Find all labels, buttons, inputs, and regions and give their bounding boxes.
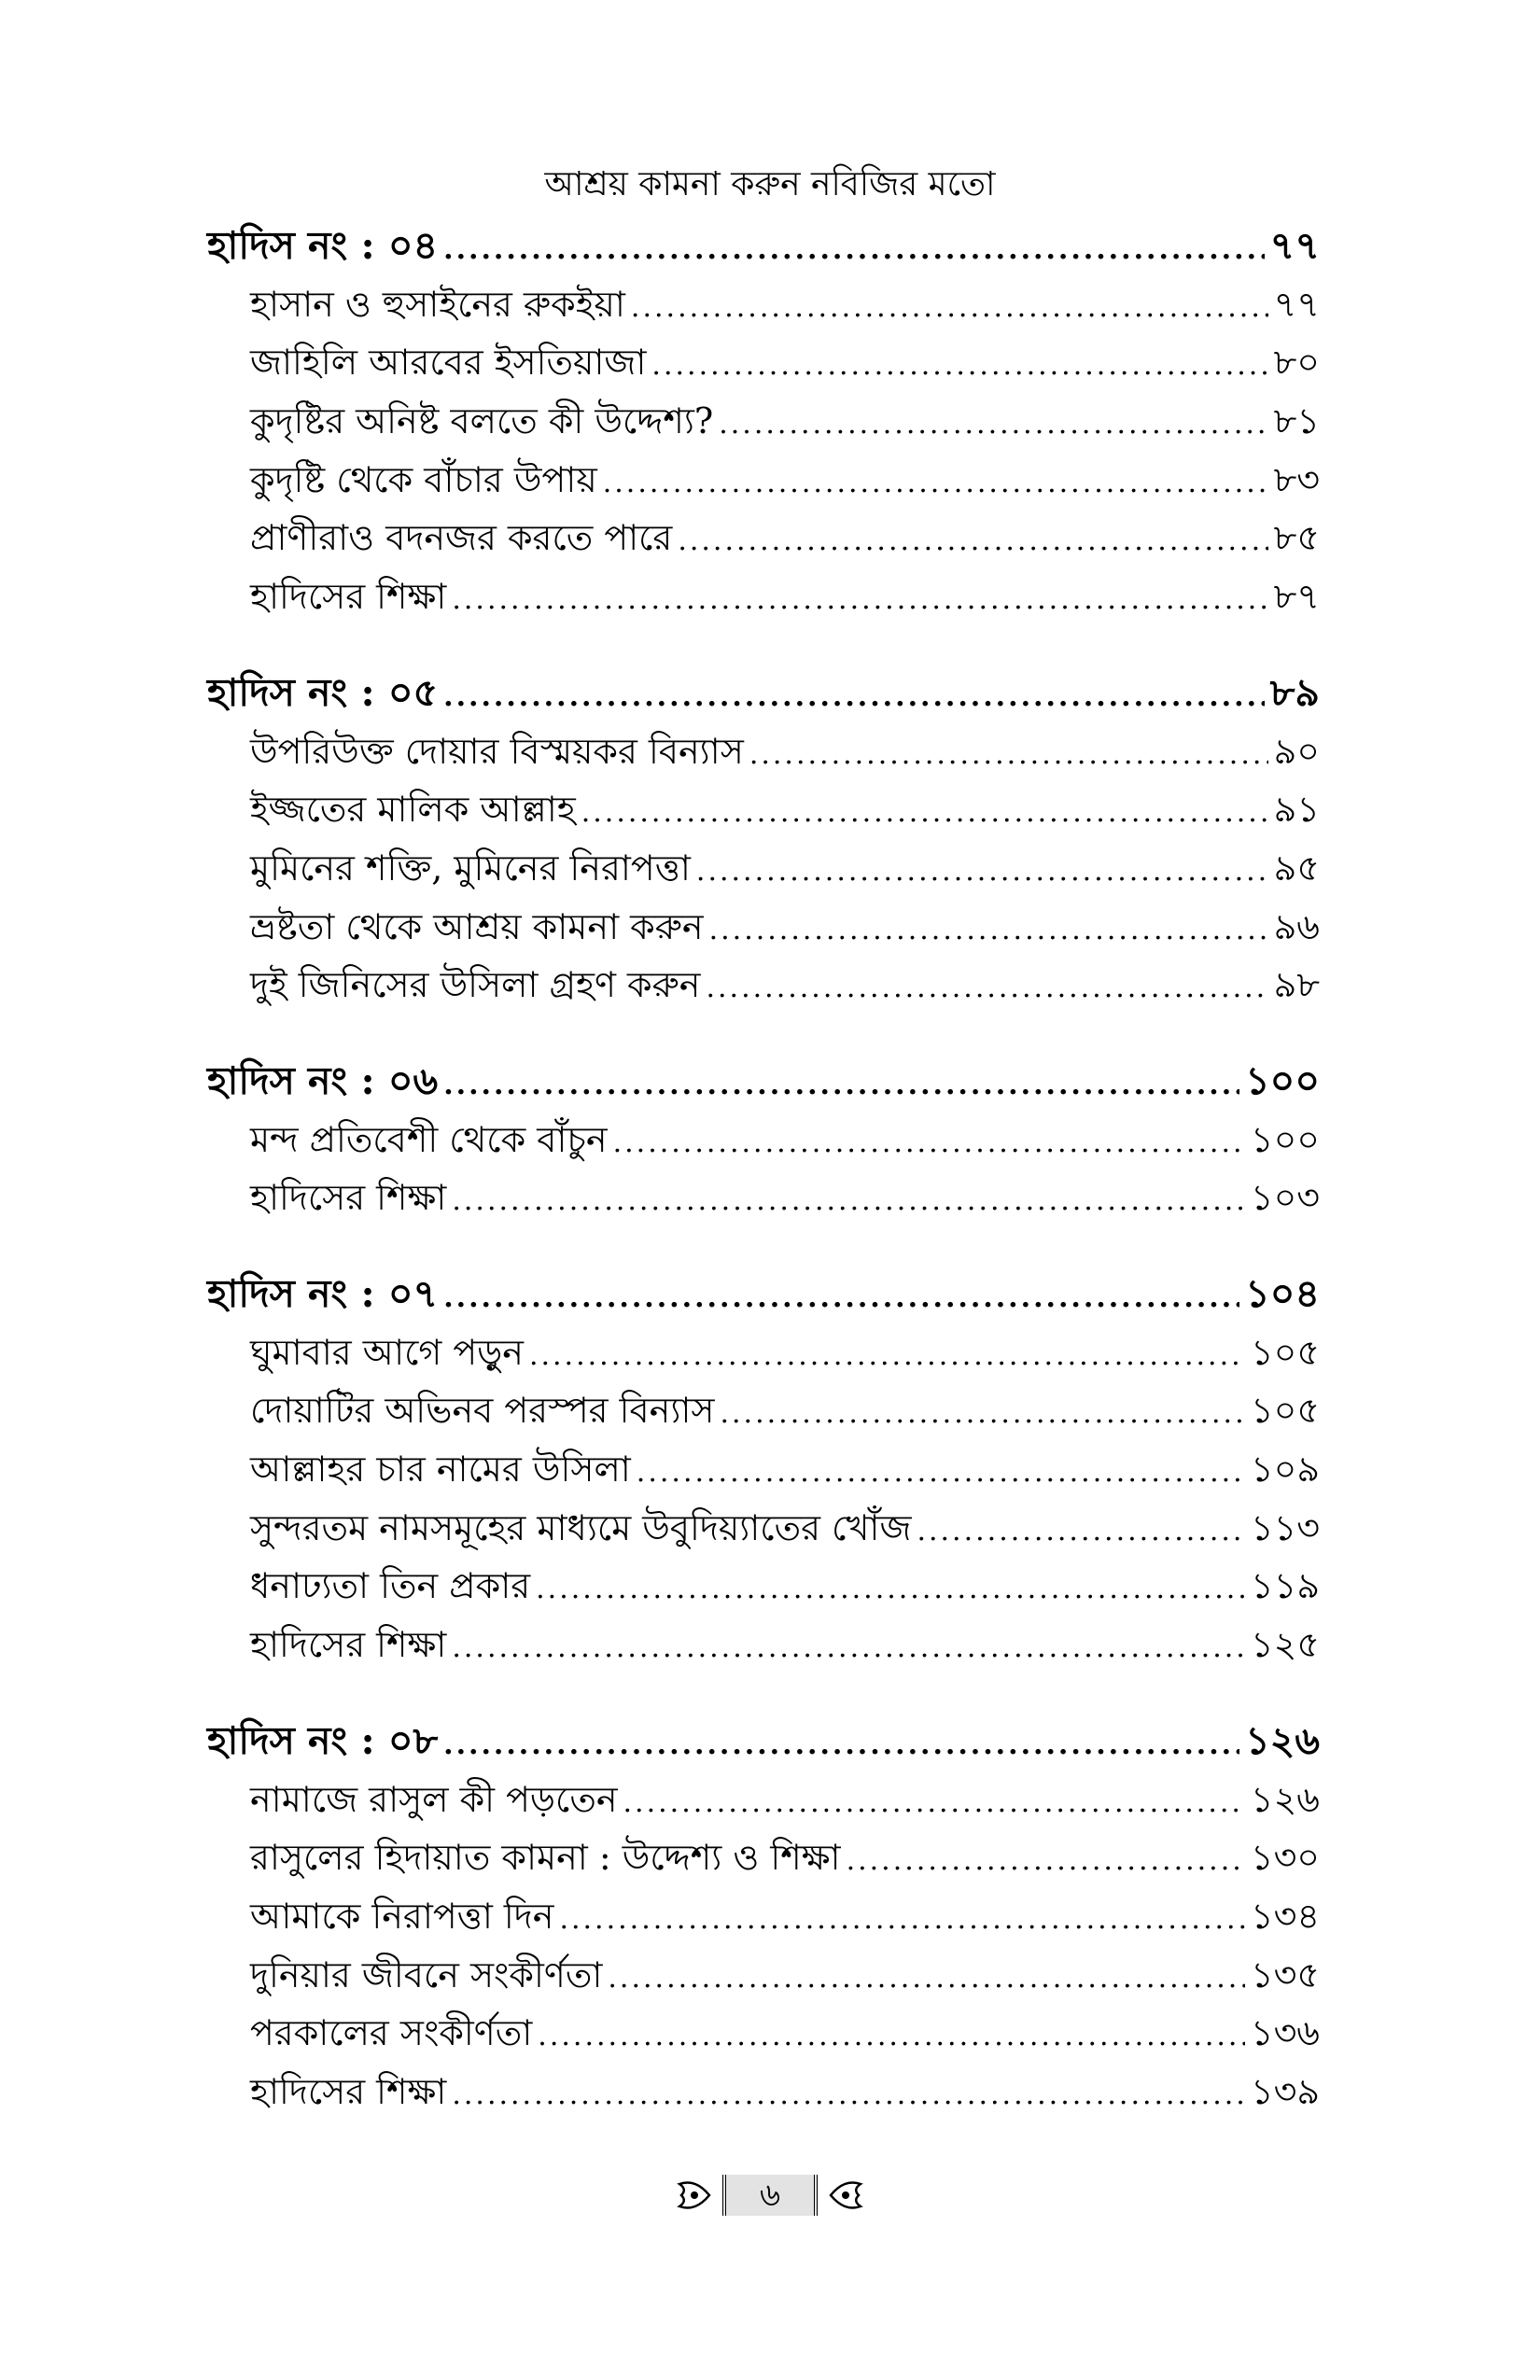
toc-entry-page: ৭৭: [1273, 283, 1320, 325]
toc-entry-title: দোয়াটির অভিনব পরস্পর বিন্যাস: [250, 1390, 715, 1432]
toc-entry: [207, 1887, 1320, 1946]
dot-leader: [529, 1327, 1245, 1386]
dot-leader: [651, 337, 1267, 396]
toc-entry-title: হাদিসের শিক্ষা: [250, 576, 447, 618]
dot-leader: [603, 455, 1268, 513]
dot-leader: [536, 1561, 1245, 1619]
running-head: আশ্রয় কামনা করুন নবিজির মতো: [544, 165, 996, 203]
toc-entry-title: আল্লাহর চার নামের উসিলা: [250, 1449, 631, 1491]
toc-entry-title: দুই জিনিসের উসিলা গ্রহণ করুন: [250, 964, 701, 1006]
dot-leader: [706, 959, 1267, 1018]
dot-leader: [749, 726, 1268, 785]
toc-heading-page: ১০০: [1245, 1057, 1320, 1103]
dot-leader: [613, 1114, 1245, 1173]
toc-heading-page: ৮৯: [1269, 669, 1320, 715]
dot-leader: [696, 843, 1268, 902]
toc-entry-title: হাদিসের শিক্ষা: [250, 1177, 447, 1219]
toc-heading-title: হাদিস নং : ০৭: [207, 1271, 439, 1316]
toc-entry: [207, 898, 1320, 957]
toc-heading-title: হাদিস নং : ০৬: [207, 1057, 439, 1103]
toc-entry-title: আমাকে নিরাপত্তা দিন: [250, 1895, 554, 1937]
toc-entry: [207, 451, 1320, 510]
toc-entry: [207, 1323, 1320, 1382]
toc-entry: [207, 722, 1320, 781]
toc-entry-title: ধনাঢ্যতা তিন প্রকার: [250, 1565, 531, 1607]
toc-heading-page: ৭৭: [1269, 223, 1320, 268]
toc-entry-page: ১৩০: [1250, 1837, 1320, 1879]
dot-leader: [917, 1503, 1245, 1561]
toc-entry: [207, 1440, 1320, 1499]
toc-entry-page: ১২৬: [1250, 1778, 1320, 1820]
dot-leader: [443, 1269, 1239, 1328]
toc-entry: [207, 1169, 1320, 1227]
toc-entry-title: নামাজে রাসুল কী পড়তেন: [250, 1778, 618, 1820]
dot-leader: [623, 1774, 1245, 1833]
dot-leader: [631, 279, 1268, 338]
dot-leader: [443, 1716, 1239, 1775]
toc-entry-page: ১১৯: [1251, 1565, 1320, 1607]
toc-section: [207, 1052, 1320, 1227]
toc-entry-page: ১২৫: [1250, 1624, 1320, 1666]
dot-leader: [452, 1619, 1245, 1678]
toc-heading: [207, 1712, 1320, 1771]
dot-leader: [452, 2066, 1245, 2125]
toc-heading-page: ১২৬: [1245, 1717, 1320, 1763]
dot-leader: [443, 1057, 1239, 1115]
toc-entry-title: ভ্রষ্টতা থেকে আশ্রয় কামনা করুন: [250, 905, 704, 947]
dot-leader: [719, 396, 1267, 455]
toc-entry: [207, 333, 1320, 392]
toc-entry: [207, 509, 1320, 567]
toc-entry: [207, 567, 1320, 626]
toc-entry-page: ৯০: [1273, 730, 1320, 772]
toc-entry-page: ৯৬: [1273, 905, 1320, 947]
toc-entry-title: কুদৃষ্টির অনিষ্ট বলতে কী উদ্দেশ্য?: [250, 400, 714, 442]
toc-entry-page: ১০০: [1250, 1118, 1320, 1160]
toc-entry: [207, 839, 1320, 898]
toc-entry-title: ইজ্জতের মালিক আল্লাহ: [250, 789, 576, 831]
toc-heading: [207, 217, 1320, 275]
ornament-left-icon: [672, 2175, 713, 2216]
toc-entry: [207, 1381, 1320, 1440]
toc-entry: [207, 1616, 1320, 1674]
toc-entry: [207, 1499, 1320, 1558]
dot-leader: [443, 668, 1265, 727]
toc-entry-title: উপরিউক্ত দোয়ার বিস্ময়কর বিন্যাস: [250, 730, 744, 772]
dot-leader: [538, 2008, 1245, 2066]
toc-entry-page: ৮০: [1273, 342, 1320, 384]
toc-entry: [207, 1828, 1320, 1887]
toc-heading-title: হাদিস নং : ০৪: [207, 223, 439, 268]
table-of-contents: [207, 217, 1320, 2159]
dot-leader: [678, 512, 1267, 571]
dot-leader: [452, 571, 1267, 630]
toc-entry: [207, 1771, 1320, 1829]
toc-entry-page: ১০৫: [1250, 1390, 1320, 1432]
toc-entry-page: ৮৭: [1273, 576, 1320, 618]
toc-entry-title: পরকালের সংকীর্ণতা: [250, 2012, 533, 2054]
dot-leader: [847, 1832, 1245, 1891]
toc-entry-page: ১৩৯: [1250, 2070, 1320, 2112]
toc-entry-title: রাসুলের হিদায়াত কামনা : উদ্দেশ্য ও শিক্ষা: [250, 1837, 841, 1879]
toc-entry: [207, 2063, 1320, 2121]
toc-entry: [207, 956, 1320, 1015]
dot-leader: [608, 1950, 1245, 2009]
toc-entry-page: ১০৫: [1250, 1331, 1320, 1373]
toc-entry-title: হাদিসের শিক্ষা: [250, 2070, 447, 2112]
toc-entry-page: ১০৩: [1250, 1177, 1320, 1219]
toc-entry-page: ৯৫: [1273, 847, 1320, 889]
toc-entry: [207, 275, 1320, 334]
toc-entry-page: ১৩৫: [1250, 1953, 1320, 1995]
toc-heading-title: হাদিস নং : ০৮: [207, 1717, 439, 1763]
toc-section: [207, 1712, 1320, 2121]
toc-entry-page: ৯৮: [1273, 964, 1320, 1006]
toc-entry-title: হাসান ও হুসাইনের রুকইয়া: [250, 283, 625, 325]
ornament-right-icon: [827, 2175, 868, 2216]
toc-entry-page: ১১৩: [1250, 1506, 1320, 1548]
toc-entry-page: ৮৫: [1273, 517, 1320, 559]
toc-entry: [207, 392, 1320, 451]
toc-heading-title: হাদিস নং : ০৫: [207, 669, 439, 715]
dot-leader: [637, 1444, 1245, 1503]
toc-entry-page: ১৩৪: [1250, 1895, 1320, 1937]
page-folio: [0, 2175, 1540, 2216]
toc-section: [207, 217, 1320, 626]
toc-entry: [207, 2004, 1320, 2063]
dot-leader: [581, 784, 1268, 843]
dot-leader: [709, 902, 1268, 960]
toc-section: [207, 1265, 1320, 1674]
dot-leader: [443, 221, 1265, 280]
toc-entry: [207, 1557, 1320, 1616]
dot-leader: [452, 1172, 1245, 1231]
toc-entry-title: প্রাণীরাও বদনজর করতে পারে: [250, 517, 673, 559]
toc-entry-title: মুমিনের শক্তি, মুমিনের নিরাপত্তা: [250, 847, 691, 889]
toc-entry-title: জাহিলি আরবের ইসতিয়াজা: [250, 342, 647, 384]
toc-entry-title: দুনিয়ার জীবনে সংকীর্ণতা: [250, 1953, 603, 1995]
toc-entry-page: ১৩৬: [1250, 2012, 1320, 2054]
toc-entry-title: কুদৃষ্টি থেকে বাঁচার উপায়: [250, 458, 597, 500]
toc-entry-title: হাদিসের শিক্ষা: [250, 1624, 447, 1666]
dot-leader: [559, 1891, 1245, 1950]
toc-heading: [207, 1265, 1320, 1323]
toc-entry-page: ৯১: [1273, 789, 1320, 831]
toc-entry-title: সুন্দরতম নামসমূহের মাধ্যমে উবুদিয়্যাতের খোঁজ: [250, 1506, 912, 1548]
toc-entry-page: ৮১: [1273, 400, 1320, 442]
toc-section: [207, 664, 1320, 1015]
toc-entry-page: ১০৯: [1250, 1449, 1320, 1491]
toc-heading-page: ১০৪: [1245, 1271, 1320, 1316]
dot-leader: [720, 1385, 1244, 1444]
toc-entry: [207, 1946, 1320, 2005]
toc-heading: [207, 664, 1320, 722]
toc-entry-title: মন্দ প্রতিবেশী থেকে বাঁচুন: [250, 1118, 608, 1160]
toc-entry: [207, 1111, 1320, 1169]
page-number: ৬: [722, 2175, 818, 2216]
toc-heading: [207, 1052, 1320, 1111]
toc-entry-page: ৮৩: [1273, 458, 1320, 500]
toc-entry-title: ঘুমাবার আগে পড়ুন: [250, 1331, 524, 1373]
toc-entry: [207, 780, 1320, 839]
